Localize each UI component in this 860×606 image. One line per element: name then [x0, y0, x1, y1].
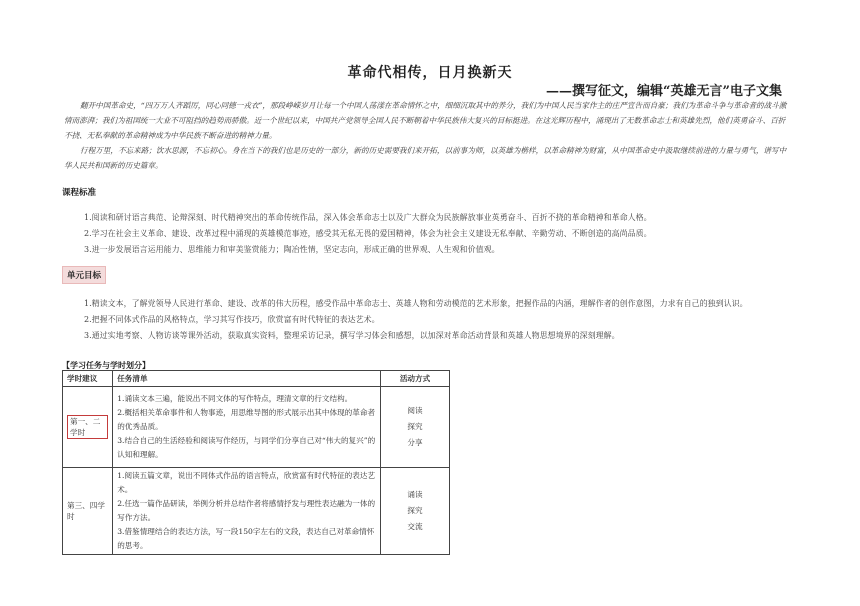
task-item: 2.任选一篇作品研读，举例分析并总结作者将感情抒发与理性表达融为一体的写作方法。	[117, 499, 376, 522]
table-row	[63, 387, 450, 468]
tasks-heading: 【学习任务与学时划分】	[62, 360, 150, 370]
time-label: 第一、二学时	[67, 415, 108, 439]
table-row	[63, 468, 450, 555]
goals-heading: 单元目标	[62, 266, 106, 284]
activity-cell	[381, 387, 450, 468]
activity-cell	[381, 468, 450, 555]
task-item: 3.借鉴情理结合的表达方法，写一段150字左右的文段，表达自己对革命情怀的思考。	[117, 527, 375, 550]
activity-item: 诵读	[407, 490, 423, 499]
time-cell	[63, 387, 113, 468]
list-item: 2.把握不同体式作品的风格特点，学习其写作技巧，欣赏富有时代特征的表达艺术。	[84, 315, 380, 324]
column-header-tasks: 任务清单	[113, 371, 381, 387]
list-item: 2.学习在社会主义革命、建设、改革过程中涌现的英雄模范事迹，感受其无私无畏的爱国精神，体会为社会主义建设无私奉献、辛勤劳动、不断创造的高尚品质。	[84, 229, 652, 238]
tasks-table	[62, 370, 450, 555]
activity-item: 探究	[407, 506, 423, 515]
activity-item: 探究	[407, 422, 423, 431]
intro-text	[64, 98, 788, 173]
task-list-cell	[113, 387, 381, 468]
goals-list	[62, 296, 792, 344]
time-cell: 第三、四学时	[63, 468, 113, 555]
column-header-time: 学时建议	[63, 371, 113, 387]
intro-paragraph: 行程万里，不忘来路；饮水思源，不忘初心。身在当下的我们也是历史的一部分，新的历史需要我们来开拓，以前事为师，以英雄为楷样，以革命精神为财富，从中国革命史中汲取继续前进的力量与勇气，谱写中华人民共和国新的历史篇章。	[64, 146, 787, 170]
task-item: 1.诵读文本三遍，能说出不同文体的写作特点，理清文章的行文结构。	[117, 394, 353, 403]
task-item: 1.阅读五篇文章，说出不同体式作品的语言特点，欣赏富有时代特征的表达艺术。	[117, 471, 376, 494]
list-item: 3.进一步发展语言运用能力、思维能力和审美鉴赏能力；陶冶性情，坚定志向，形成正确的世界观、人生观和价值观。	[84, 245, 500, 254]
standards-list	[62, 210, 792, 258]
list-item: 1.阅读和研讨语言典范、论辩深刻、时代精神突出的革命传统作品，深入体会革命志士以及广大群众为民族解放事业英勇奋斗、百折不挠的革命精神和革命人格。	[84, 213, 652, 222]
task-item: 2.概括相关革命事件和人物事迹，用思维导图的形式展示出其中体现的革命者的优秀品质。	[117, 408, 376, 431]
intro-paragraph: 翻开中国革命史，“四万万人齐蹈厉，同心同德一戎衣”，那段峥嵘岁月让每一个中国人荡漾在革命情怀之中，细细沉取其中的养分，我们为中国人民当家作主的庄严宣告而自豪；我们为革命斗争与革命者的战斗激情而澎湃；我们为祖国统一大业不可阻挡的趋势而骄傲。近一个世纪以来，中国共产党领导全国人民不断朝着中华民族伟大复兴的目标挺进。在这光辉历程中，涌现出了无数革命志士和英雄先烈，他们英勇奋斗、百折不挠、无私奉献的革命精神成为中华民族不断奋进的精神力量。	[64, 101, 787, 140]
standards-heading: 课程标准	[62, 188, 97, 198]
document-subtitle: ——撰写征文，编辑“英雄无言”电子文集	[546, 84, 782, 99]
activity-item: 分享	[407, 438, 423, 447]
table-header-row	[63, 371, 450, 387]
activity-item: 阅读	[407, 406, 423, 415]
task-list-cell	[113, 468, 381, 555]
task-item: 3.结合自己的生活经验和阅读写作经历，与同学们分享自己对“伟大的复兴”的认知和理解。	[117, 436, 376, 459]
list-item: 3.通过实地考察、人物访谈等课外活动，获取真实资料，整理采访记录，撰写学习体会和感想，以加深对革命活动背景和英雄人物思想境界的深刻理解。	[84, 331, 620, 340]
activity-item: 交流	[407, 522, 423, 531]
document-title: 革命代相传，日月换新天	[347, 65, 513, 81]
column-header-activities: 活动方式	[381, 371, 450, 387]
list-item: 1.精读文本，了解党领导人民进行革命、建设、改革的伟大历程，感受作品中革命志士、英雄人物和劳动模范的艺术形象，把握作品的内涵，理解作者的创作意图，力求有自己的独到认识。	[84, 299, 748, 308]
